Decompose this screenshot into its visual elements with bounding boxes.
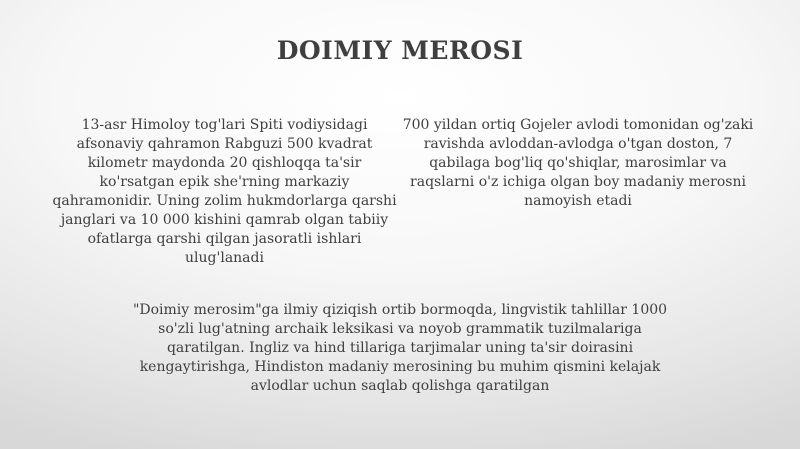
slide-title: DOIMIY MEROSI [276,36,524,65]
bottom-paragraph: "Doimiy merosim"ga ilmiy qiziqish ortib bormoqda, lingvistik tahlillar 1000 so'zli lug'atning archaik leksikasi va noyob grammatik tuzilmalariga qaratilgan. Ingliz va hind tillariga tarjimalar uning ta'sir doirasini kengaytirishga, Hindiston madaniy merosining bu muhim qismini kelajak avlodlar uchun saqlab qolishga qaratilgan [132,302,668,394]
right-paragraph: 700 yildan ortiq Gojeler avlodi tomonidan og'zaki ravishda avloddan-avlodga o'tgan doston, 7 qabilaga bog'liq qo'shiqlar, marosimlar va raqslarni o'z ichiga olgan boy madaniy merosni namoyish etadi [402,117,754,209]
left-paragraph: 13-asr Himoloy tog'lari Spiti vodiysidagi afsonaviy qahramon Rabguzi 500 kvadrat kilometr maydonda 20 qishloqqa ta'sir ko'rsatgan epik she'rning markaziy qahramonidir. Uning zolim hukmdorlarga qarshi janglari va 10 000 kishini qamrab olgan tabiiy ofatlarga qarshi qilgan jasoratli ishlari ulug'lanadi [52,117,397,266]
